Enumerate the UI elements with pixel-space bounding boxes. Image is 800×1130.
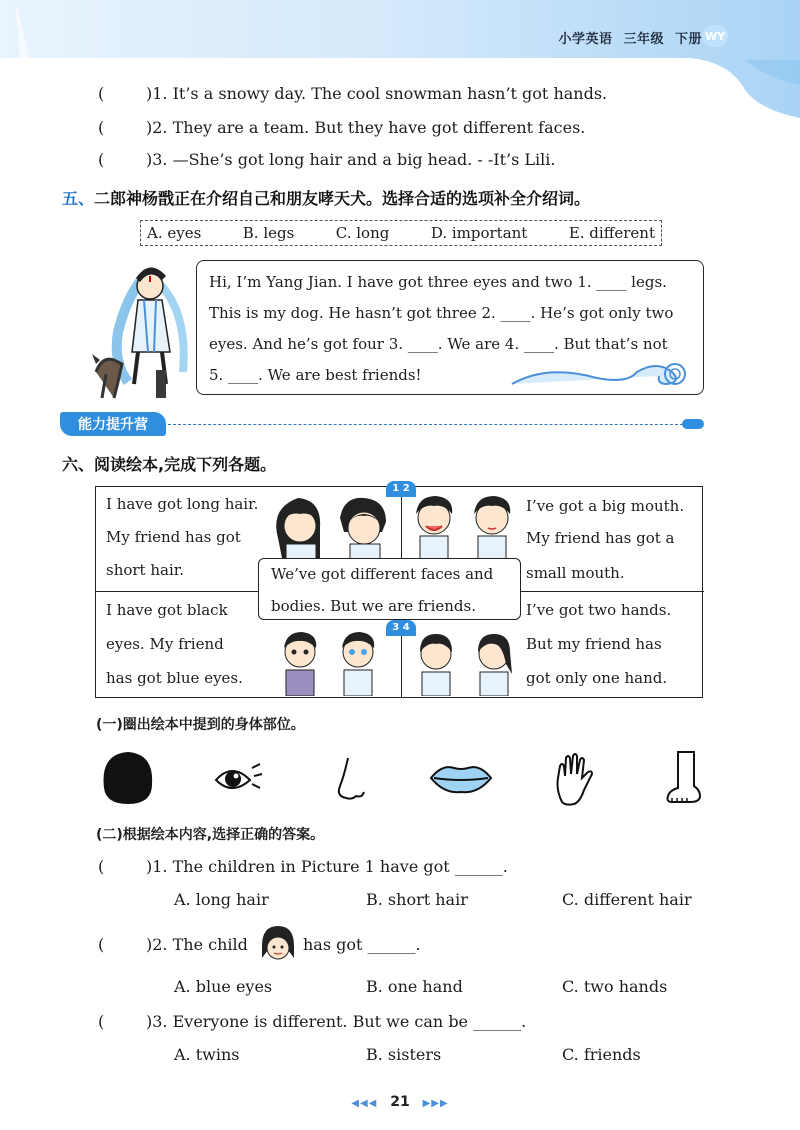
answer-paren[interactable]: ( (98, 1012, 105, 1031)
panel3-line: eyes. My friend (106, 635, 224, 653)
answer-paren[interactable]: ( (98, 84, 105, 103)
question-text: )3. —She’s got long hair and a big head. - -It’s Lili. (146, 150, 556, 169)
panel4-line: I’ve got two hands. (526, 601, 672, 619)
panel-divider (96, 591, 260, 592)
cloud-decoration (507, 354, 697, 390)
foot-icon[interactable] (664, 750, 704, 806)
caption-line: We’ve got different faces and (271, 565, 494, 583)
word-option: D. important (430, 224, 528, 242)
question-text: )3. Everyone is different. But we can be ______. (146, 1012, 527, 1031)
picture3-boys-illustration (266, 624, 400, 696)
mouth-icon[interactable] (428, 760, 494, 796)
word-option: A. eyes (147, 224, 202, 242)
banner-end-cap (682, 419, 704, 429)
picture-book-caption (258, 558, 521, 620)
picture4-girls-illustration (404, 624, 524, 696)
hand-icon[interactable] (552, 752, 596, 806)
part2-title: (二)根据绘本内容,选择正确的答案。 (96, 827, 325, 843)
panel1-line: I have got long hair. (106, 495, 259, 513)
word-option: E. different (568, 224, 655, 242)
answer-paren[interactable]: ( (98, 857, 105, 876)
publisher-badge: WY (702, 25, 728, 47)
page-footer (0, 1094, 800, 1110)
panel3-line: I have got black (106, 601, 228, 619)
word-bank (140, 220, 662, 246)
question-text: )1. The children in Picture 1 have got ______. (146, 857, 508, 876)
answer-option[interactable]: A. blue eyes (174, 977, 273, 996)
picture1-girls-illustration (264, 488, 400, 560)
panel4-line: But my friend has (526, 635, 662, 653)
panel4-line: got only one hand. (526, 669, 668, 687)
hair-icon[interactable] (98, 748, 156, 806)
answer-option[interactable]: A. twins (174, 1045, 240, 1064)
section5-heading (62, 186, 590, 209)
answer-paren[interactable]: ( (98, 118, 105, 137)
question-text: )1. It’s a snowy day. The cool snowman hasn’t got hands. (146, 84, 608, 103)
section-title: 阅读绘本,完成下列各题。 (94, 455, 277, 474)
banner-divider (168, 424, 688, 425)
panel2-line: I’ve got a big mouth. (526, 497, 685, 515)
answer-option[interactable]: B. sisters (366, 1045, 442, 1064)
speech-line: This is my dog. He hasn’t got three 2. ____. He’s got only two (209, 304, 674, 322)
yang-jian-speech-bubble (196, 260, 704, 395)
section-number: 六、 (62, 455, 95, 474)
panel2-line: small mouth. (526, 564, 625, 582)
question-text: )2. The child (146, 935, 248, 954)
answer-option[interactable]: B. short hair (366, 890, 468, 909)
speech-line: Hi, I’m Yang Jian. I have got three eyes and two 1. ____ legs. (209, 273, 667, 291)
answer-paren[interactable]: ( (98, 150, 105, 169)
picture2-boys-illustration (404, 488, 524, 560)
eye-icon[interactable] (212, 758, 264, 798)
panel1-line: short hair. (106, 561, 185, 579)
answer-option[interactable]: A. long hair (174, 890, 269, 909)
yang-jian-illustration (88, 252, 200, 400)
word-option: C. long (335, 224, 390, 242)
page-number: 21 (390, 1094, 410, 1110)
panel3-line: has got blue eyes. (106, 669, 243, 687)
panel1-line: My friend has got (106, 528, 241, 546)
part1-title: (一)圈出绘本中提到的身体部位。 (96, 717, 305, 733)
answer-option[interactable]: C. two hands (562, 977, 668, 996)
answer-option[interactable]: C. different hair (562, 890, 692, 909)
caption-line: bodies. But we are friends. (271, 597, 476, 615)
level-up-banner: 能力提升营 (60, 412, 166, 436)
answer-option[interactable]: C. friends (562, 1045, 641, 1064)
nose-icon[interactable] (334, 756, 370, 802)
section-number: 五、 (62, 189, 95, 208)
picture-number-top: 1 2 (386, 481, 416, 497)
speech-line: 5. ____. We are best friends! (209, 366, 422, 384)
answer-paren[interactable]: ( (98, 935, 105, 954)
picture-number-bottom: 3 4 (386, 620, 416, 636)
header-book-info: 小学英语 三年级 下册 (558, 32, 702, 47)
word-option: B. legs (242, 224, 295, 242)
panel2-line: My friend has got a (526, 529, 675, 547)
answer-option[interactable]: B. one hand (366, 977, 463, 996)
panel-divider (521, 591, 704, 592)
next-page-arrows[interactable]: ▶▶▶ (422, 1098, 449, 1109)
question-text: has got ______. (303, 935, 421, 954)
question-text: )2. They are a team. But they have got different faces. (146, 118, 586, 137)
prev-page-arrows[interactable]: ◀◀◀ (351, 1098, 378, 1109)
speech-line: eyes. And he’s got four 3. ____. We are 4. ____. But that’s not (209, 335, 668, 353)
section6-heading (62, 452, 276, 475)
section-title: 二郎神杨戬正在介绍自己和朋友哮天犬。选择合适的选项补全介绍词。 (94, 189, 591, 208)
child-face-icon (258, 924, 298, 964)
